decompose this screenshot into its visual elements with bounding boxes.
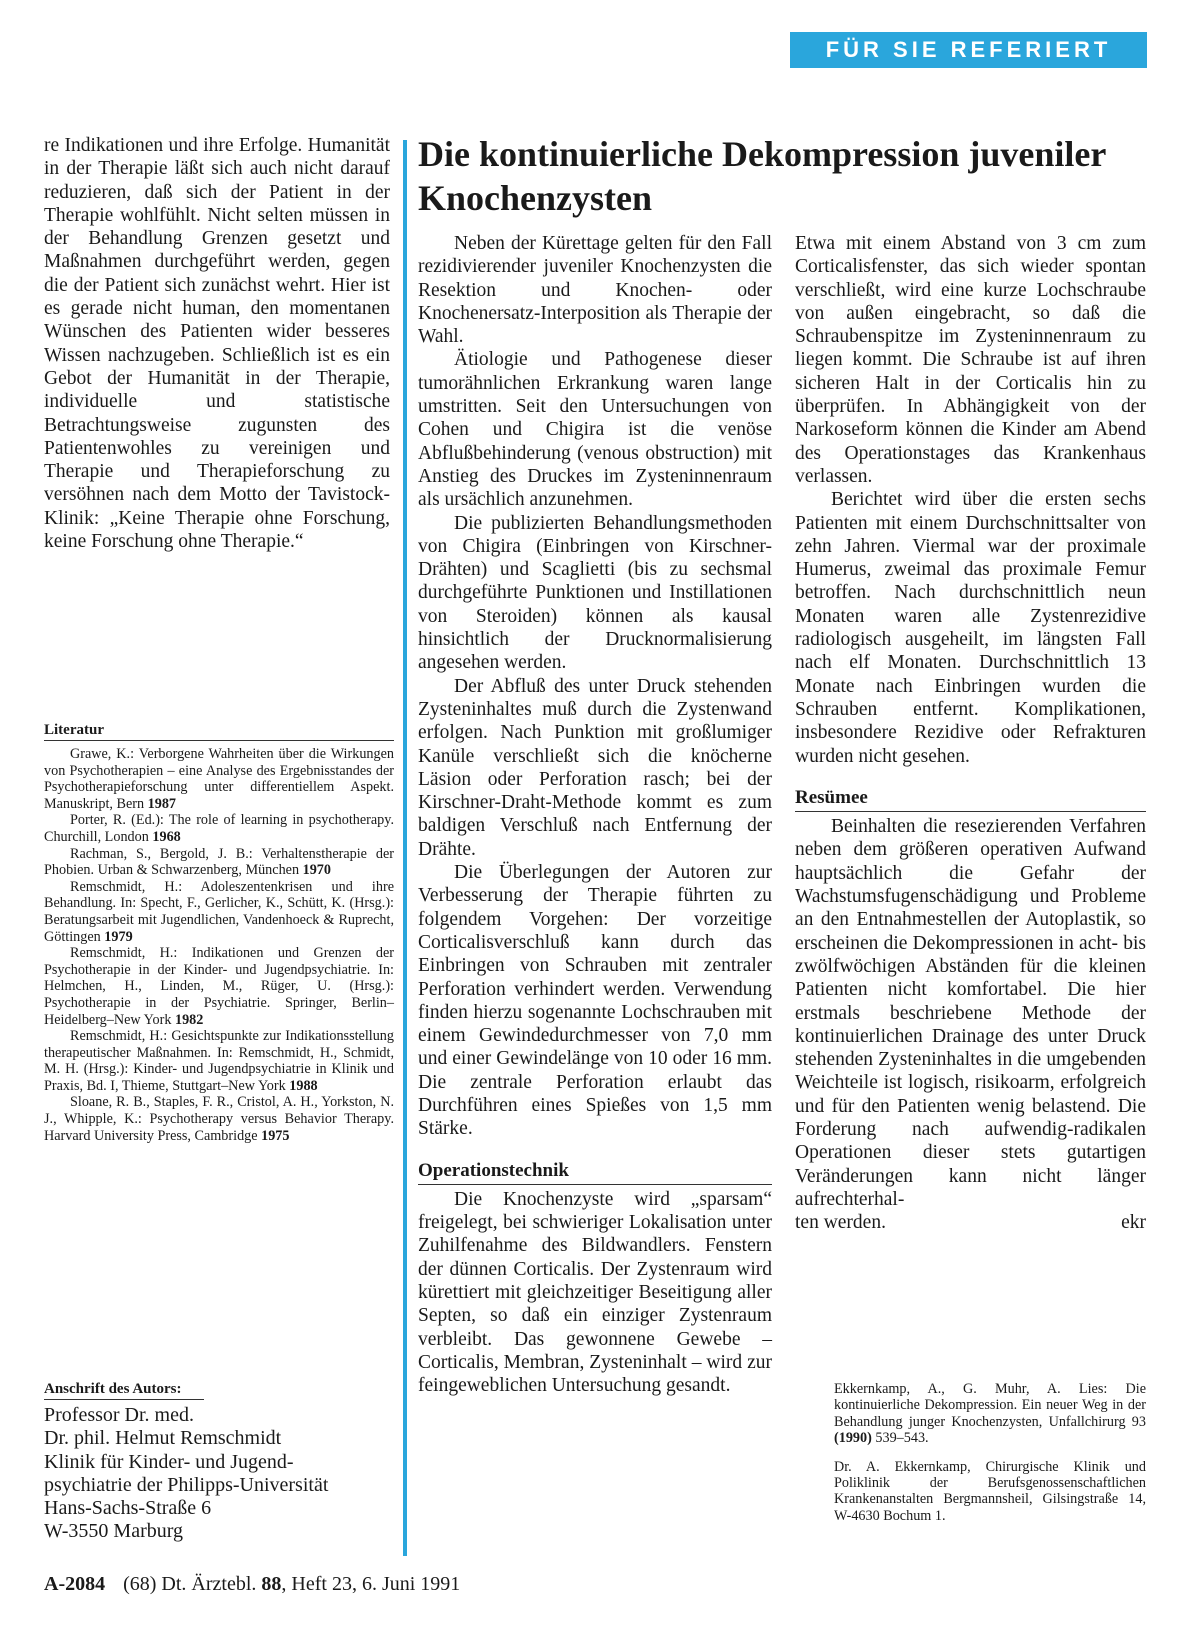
- article-paragraph: Die Knochenzyste wird „sparsam“ freigelegt, bei schwieriger Lokalisation unter Zuhilfenahme des Bildwandlers. Fenstern der dünnen Corticalis. Der Zystenraum wird kürettiert mit gleichzeitiger Beseitigung aller Septen, so daß ein einziger Zystenraum verbleibt. Das gewonnene Gewebe – Corticalis, Membran, Zysteninhalt – wird zur feingeweblichen Untersuchung gesandt.: [418, 1188, 772, 1397]
- article-paragraph: Etwa mit einem Abstand von 3 cm zum Corticalisfenster, das sich wieder spontan verschließt, wird eine kurze Lochschraube von außen eingebracht, so daß die Schraubenspitze im Zysteninnenraum zu liegen kommt. Die Schraube ist auf ihren sicheren Halt in der Corticalis hin zu überprüfen. In Abhängigkeit von der Narkoseform können die Kinder am Abend des Operationstages das Krankenhaus verlassen.: [795, 233, 1146, 487]
- section-banner: FÜR SIE REFERIERT: [790, 32, 1147, 68]
- literature-heading: Literatur: [44, 722, 394, 741]
- reference-list: [44, 746, 394, 1144]
- reference-item: Rachman, S., Bergold, J. B.: Verhaltenstherapie der Phobien. Urban & Schwarzenberg, München 1970: [44, 845, 394, 879]
- article-title: Die kontinuierliche Dekompression juveniler Knochenzysten: [418, 134, 1106, 218]
- address-heading: Anschrift des Autors:: [44, 1381, 204, 1400]
- address-line: psychiatrie der Philipps-Universität: [44, 1473, 329, 1496]
- journal-issue: , Heft 23, 6. Juni 1991: [281, 1573, 461, 1595]
- article-paragraph: Ätiologie und Pathogenese dieser tumorähnlichen Erkrankung waren lange umstritten. Seit den Untersuchungen von Cohen und Chigira ist die venöse Abflußbehinderung (venous obstruction) mit Anstieg des Druckes im Zysteninnenraum als ursächlich anzunehmen.: [418, 349, 772, 511]
- reference-item: Sloane, R. B., Staples, F. R., Cristol, A. H., Yorkston, N. J., Whipple, K.: Psychotherapy versus Behavior Therapy. Harvard University Press, Cambridge 1975: [44, 1094, 394, 1144]
- address-line: Klinik für Kinder- und Jugend-: [44, 1450, 294, 1473]
- article-paragraph: Berichtet wird über die ersten sechs Patienten mit einem Durchschnittsalter von zehn Jahren. Viermal war der proximale Humerus, zweimal das proximale Femur betroffen. Nach durchschnittlich neun Monaten waren alle Zystenrezidive radiologisch ausgeheilt, im längsten Fall nach elf Monaten. Durchschnittlich 13 Monate nach Einbringen wurden die Schrauben entfernt. Komplikationen, insbesondere Rezidive oder Refrakturen wurden nicht gesehen.: [795, 489, 1146, 767]
- article-paragraph: Beinhalten die resezierenden Verfahren neben dem größeren operativen Aufwand hauptsächlich die Gefahr der Wachstumsfugenschädigung und Probleme an den Entnahmestellen der Autoplastik, so erscheinen die Dekompressionen in acht- bis zwölfwöchigen Abständen für die kleinen Patienten nicht komfortabel. Die hier erstmals beschriebene Methode der kontinuierlichen Drainage des unter Druck stehenden Zysteninhaltes in die umgebenden Weichteile ist logisch, risikoarm, erfolgreich und für den Patienten wenig belastend. Die Forderung nach aufwendig-radikalen Operationen dieser stets gutartigen Veränderungen kann nicht länger aufrechterhal-: [795, 816, 1146, 1210]
- article-paragraph: Neben der Kürettage gelten für den Fall rezidivierender juveniler Knochenzysten die Resektion und Knochen- oder Knochenersatz-Interposition als Therapie der Wahl.: [418, 233, 772, 348]
- page-id: A-2084: [44, 1573, 106, 1595]
- article-paragraph: Die publizierten Behandlungsmethoden von Chigira (Einbringen von Kirschner-Drähten) und Scaglietti (bis zu sechsmal durchgeführte Punktionen und Instillationen von Steroiden) können als kausal hinsichtlich der Drucknormalisierung angesehen werden.: [418, 512, 772, 674]
- source-notes: [834, 1381, 1146, 1536]
- author-address: [44, 1404, 394, 1544]
- address-line: Professor Dr. med.: [44, 1404, 194, 1426]
- column-divider: [403, 140, 407, 1556]
- author-signoff: ekr: [1121, 1212, 1146, 1234]
- address-line: Dr. phil. Helmut Remschmidt: [44, 1427, 282, 1450]
- page-footer: [44, 1573, 460, 1596]
- journal-volume: 88: [261, 1573, 282, 1595]
- reference-item: Porter, R. (Ed.): The role of learning in psychotherapy. Churchill, London 1968: [44, 812, 394, 845]
- left-column-text: [44, 134, 390, 553]
- continuation-paragraph: re Indikationen und ihre Erfolge. Humanität in der Therapie läßt sich auch nicht darauf reduzieren, daß sich der Patient in der Therapie wohlfühlt. Nicht selten müssen in der Behandlung Grenzen gesetzt und Maßnahmen durchgeführt werden, gegen die der Patient sich zunächst wehrt. Hier ist es gerade nicht human, den momentanen Wünschen des Patienten wider besseres Wissen nachzugeben. Schließlich ist es ein Gebot der Humanität in der Therapie, individuelle und statistische Betrachtungsweise zugunsten des Patientenwohles zu vereinigen und Therapie und Therapieforschung zu versöhnen nach dem Motto der Tavistock-Klinik: „Keine Therapie ohne Forschung, keine Forschung ohne Therapie.“: [44, 135, 390, 553]
- section-heading-operation: Operationstechnik: [418, 1159, 772, 1185]
- journal-ref: (68) Dt. Ärztebl.: [123, 1573, 257, 1595]
- summary-end-text: ten werden.: [795, 1212, 886, 1234]
- reference-item: Remschmidt, H.: Adoleszentenkrisen und ihre Behandlung. In: Specht, F., Gerlicher, K., Schütt, K. (Hrsg.): Beratungsarbeit mit Jugendlichen, Vandenhoeck & Ruprecht, Göttingen 1979: [44, 878, 394, 945]
- source-citation: Ekkernkamp, A., G. Muhr, A. Lies: Die kontinuierliche Dekompression. Ein neuer Weg in der Behandlung junger Knochenzysten, Unfallchirurg 93 (1990) 539–543.: [834, 1381, 1146, 1447]
- article-column-1: [418, 232, 772, 1398]
- article-paragraph: Der Abfluß des unter Druck stehenden Zysteninhaltes muß durch die Zystenwand erfolgen. Nach Punktion mit großlumiger Kanüle verschließt sich die knöcherne Läsion oder Perforation rasch; bei der Kirschner-Draht-Methode kommt es zum baldigen Verschluß nach Entfernung der Drähte.: [418, 675, 772, 860]
- article-paragraph: Die Überlegungen der Autoren zur Verbesserung der Therapie führten zu folgendem Vorgehen: Der vorzeitige Corticalisverschluß kann durch das Einbringen von Schrauben mit zentraler Perforation verhindert werden. Verwendung finden hierzu sogenannte Lochschrauben mit einem Gewindedurchmesser von 7,0 mm und einer Gewindelänge von 10 oder 16 mm. Die zentrale Perforation erlaubt das Durchführen eines Spießes von 1,5 mm Stärke.: [418, 862, 772, 1140]
- reference-item: Grawe, K.: Verborgene Wahrheiten über die Wirkungen von Psychotherapien – eine Analyse des Ergebnisstandes der Psychotherapieforschung unter differentiellem Aspekt. Manuskript, Bern 1987: [44, 746, 394, 812]
- section-heading-summary: Resümee: [795, 786, 1146, 812]
- article-column-2: [795, 232, 1146, 1234]
- summary-last-line: [795, 1211, 1146, 1234]
- address-line: W-3550 Marburg: [44, 1520, 184, 1543]
- source-address: Dr. A. Ekkernkamp, Chirurgische Klinik und Poliklinik der Berufsgenossenschaftlichen Krankenanstalten Bergmannsheil, Gilsingstraße 14, W-4630 Bochum 1.: [834, 1458, 1146, 1524]
- address-line: Hans-Sachs-Straße 6: [44, 1497, 212, 1520]
- reference-item: Remschmidt, H.: Gesichtspunkte zur Indikationsstellung therapeutischer Maßnahmen. In: Remschmidt, H., Schmidt, M. H. (Hrsg.): Kinder- und Jugendpsychiatrie in Klinik und Praxis, Bd. I, Thieme, Stuttgart–New York 1988: [44, 1028, 394, 1094]
- reference-item: Remschmidt, H.: Indikationen und Grenzen der Psychotherapie in der Kinder- und Jugendpsychiatrie. In: Helmchen, H., Linden, M., Rüger, U. (Hrsg.): Psychotherapie in der Psychiatrie. Springer, Berlin–Heidelberg–New York 1982: [44, 945, 394, 1028]
